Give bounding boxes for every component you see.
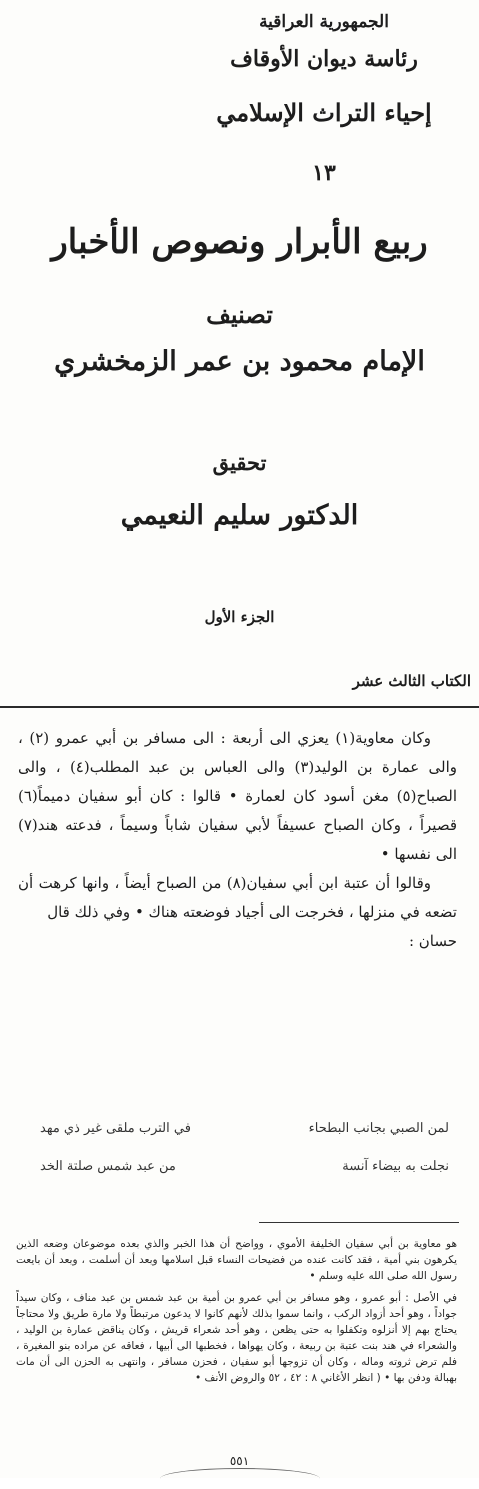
- page-edge-arc: [160, 1468, 320, 1489]
- book-title: ربيع الأبرار ونصوص الأخبار: [51, 222, 428, 262]
- author-name: الإمام محمود بن عمر الزمخشري: [54, 346, 425, 377]
- book-heading: الكتاب الثالث عشر: [352, 672, 471, 690]
- verse-row: [40, 1110, 449, 1148]
- poet-name: حسان :: [408, 932, 457, 950]
- verse-second-hemistich: في الترب ملقى غير ذي مهد: [40, 1121, 191, 1136]
- series-number: ١٣: [312, 160, 336, 186]
- title-page: [0, 0, 479, 712]
- presidency-heading: رئاسة ديوان الأوقاف: [230, 46, 418, 72]
- footnote-separator: [259, 1222, 459, 1223]
- body-text: [18, 724, 457, 956]
- republic-heading: الجمهورية العراقية: [259, 12, 389, 32]
- body-paragraph: وقالوا أن عتبة ابن أبي سفيان(٨) من الصباح أيضاً ، وانها كرهت أن تضعه في منزلها ، فخرجت الى أجياد فوضعته هناك • وفي ذلك قال: [18, 874, 457, 921]
- volume-label: الجزء الأول: [204, 608, 275, 626]
- text-page: [0, 712, 479, 1478]
- page-number: ٥٥١: [229, 1454, 250, 1468]
- verse-first-hemistich: لمن الصبي بجانب البطحاء: [308, 1121, 449, 1136]
- footnote: هو معاوية بن أبي سفيان الخليفة الأموي ، وواضح أن هذا الخبر والذي بعده موضوعان وضعه الذين يكرهون بني أمية ، فقد كانت عنده من فضيحات النساء قبل اسلامها وبعد أن أسلمت ، وبعد أن بايعت رسول الله صلى الله عليه وسلم •: [16, 1238, 457, 1282]
- poem-verses: [40, 1110, 449, 1186]
- verse-first-hemistich: نجلت به بيضاء آنسة: [342, 1159, 449, 1174]
- page-divider: [0, 706, 479, 708]
- authored-by-label: تصنيف: [206, 300, 273, 329]
- verse-row: [40, 1148, 449, 1186]
- edited-by-label: تحقيق: [212, 450, 267, 475]
- body-paragraph: وكان معاوية(١) يعزي الى أربعة : الى مسافر بن أبي عمرو (٢) ، والى عمارة بن الوليد(٣) والى العباس بن عبد المطلب(٤) ، والى الصباح(٥) مغن أسود كان لعمارة • قالوا : كان أبو سفيان دميماً(٦) قصيراً ، وكان الصباح عسيفاً لأبي سفيان شاباً وسيماً ، فدعته هند(٧) الى نفسها •: [18, 729, 457, 863]
- editor-name: الدكتور سليم النعيمي: [120, 500, 359, 531]
- footnotes: [16, 1236, 457, 1392]
- footnote: في الأصل : أبو عمرو ، وهو مسافر بن أبي عمرو بن أمية بن عبد شمس بن عبد مناف ، وكان سيداً جواداً ، وهو أحد أزواد الركب ، وانما سموا بذلك لأنهم كانوا لا يدعون مرتبطاً ولا مارة طريق ولا محتاجاً يحتاج بهم إلا أنزلوه وتكفلوا به حتى يظعن ، وهو أحد شعراء قريش ، وكان يناقض عمارة بن الوليد ، والشعراء في هند بنت عتبة بن ربيعة ، وكان يهواها ، فخطبها الى أبيها ، فعاقه عن مراده بنو المغيرة ، فلم ترض ثروته وماله ، وكان أن تزوجها أبو سفيان ، فحزن مسافر ، وانتهى به الحزن الى أن مات بهبالة ودفن بها • ( انظر الأغاني ٨ : ٤٢ ، ٥٢ والروض الأنف •: [16, 1292, 457, 1384]
- series-heading: إحياء التراث الإسلامي: [216, 98, 432, 127]
- verse-second-hemistich: من عبد شمس صلتة الخد: [40, 1159, 176, 1174]
